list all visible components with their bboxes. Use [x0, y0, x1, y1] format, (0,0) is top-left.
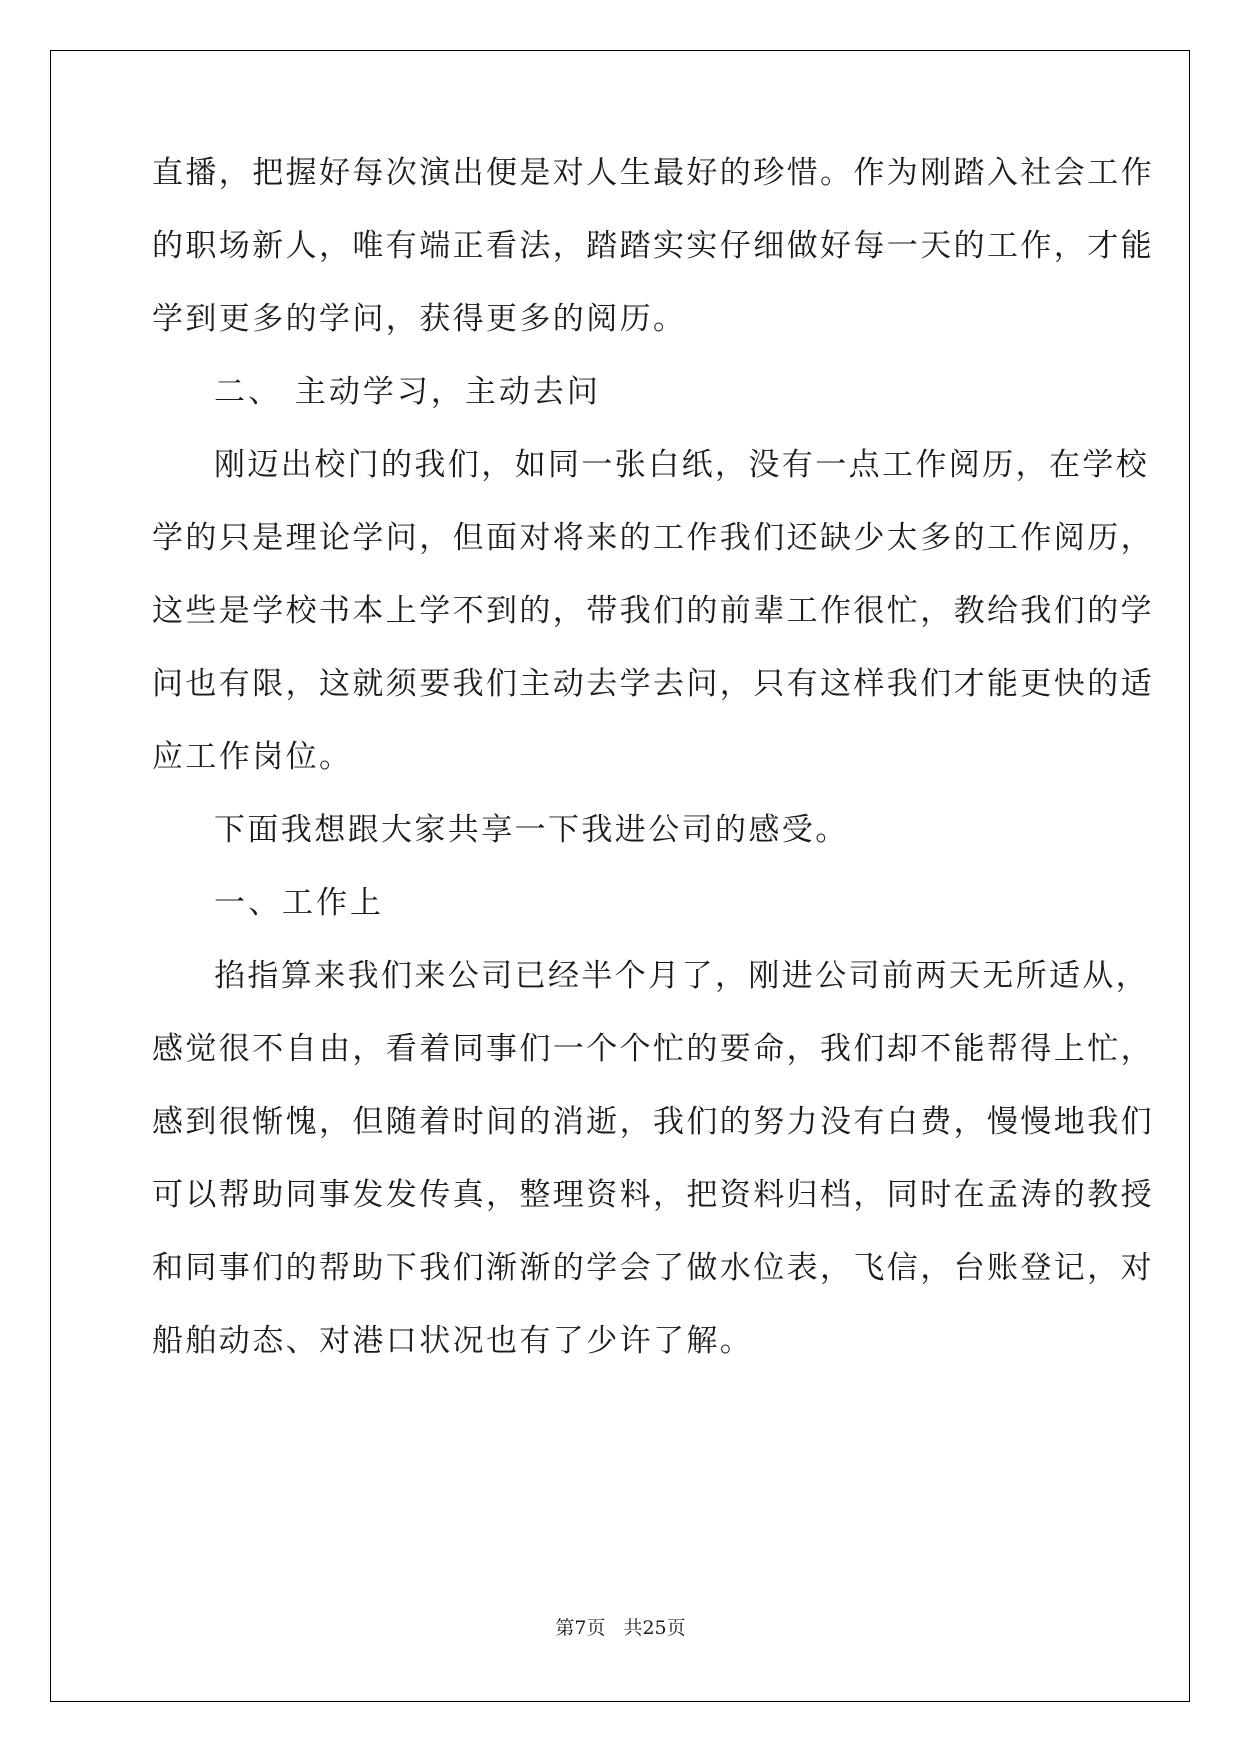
page-total: 共25页 — [623, 1617, 686, 1639]
paragraph-line: 掐指算来我们来公司已经半个月了，刚进公司前两天无所适从， — [214, 958, 1150, 994]
paragraph-line: 下面我想跟大家共享一下我进公司的感受。 — [214, 812, 849, 848]
paragraph-line: 感觉很不自由，看着同事们一个个忙的要命，我们却不能帮得上忙， — [152, 1031, 1154, 1067]
page-number: 第7页 — [555, 1617, 606, 1639]
paragraph-line: 可以帮助同事发发传真，整理资料，把资料归档，同时在孟涛的教授 — [152, 1177, 1154, 1213]
paragraph-line: 应工作岗位。 — [152, 739, 353, 775]
section-heading: 二、 主动学习，主动去问 — [214, 374, 601, 410]
paragraph-line: 问也有限，这就须要我们主动去学去问，只有这样我们才能更快的适 — [152, 666, 1154, 702]
paragraph-line: 的职场新人，唯有端正看法，踏踏实实仔细做好每一天的工作，才能 — [152, 228, 1154, 264]
paragraph-line: 刚迈出校门的我们，如同一张白纸，没有一点工作阅历，在学校 — [214, 447, 1150, 483]
paragraph-line: 感到很惭愧，但随着时间的消逝，我们的努力没有白费，慢慢地我们 — [152, 1104, 1154, 1140]
section-heading: 一、工作上 — [214, 885, 384, 921]
paragraph-line: 学的只是理论学问，但面对将来的工作我们还缺少太多的工作阅历， — [152, 520, 1154, 556]
page-border — [50, 50, 1190, 1702]
paragraph-line: 直播，把握好每次演出便是对人生最好的珍惜。作为刚踏入社会工作 — [152, 155, 1154, 191]
page-footer — [0, 1616, 1241, 1640]
paragraph-line: 这些是学校书本上学不到的，带我们的前辈工作很忙，教给我们的学 — [152, 593, 1154, 629]
paragraph-line: 和同事们的帮助下我们渐渐的学会了做水位表，飞信，台账登记，对 — [152, 1250, 1154, 1286]
paragraph-line: 学到更多的学问，获得更多的阅历。 — [152, 301, 687, 337]
paragraph-line: 船舶动态、对港口状况也有了少许了解。 — [152, 1323, 754, 1359]
